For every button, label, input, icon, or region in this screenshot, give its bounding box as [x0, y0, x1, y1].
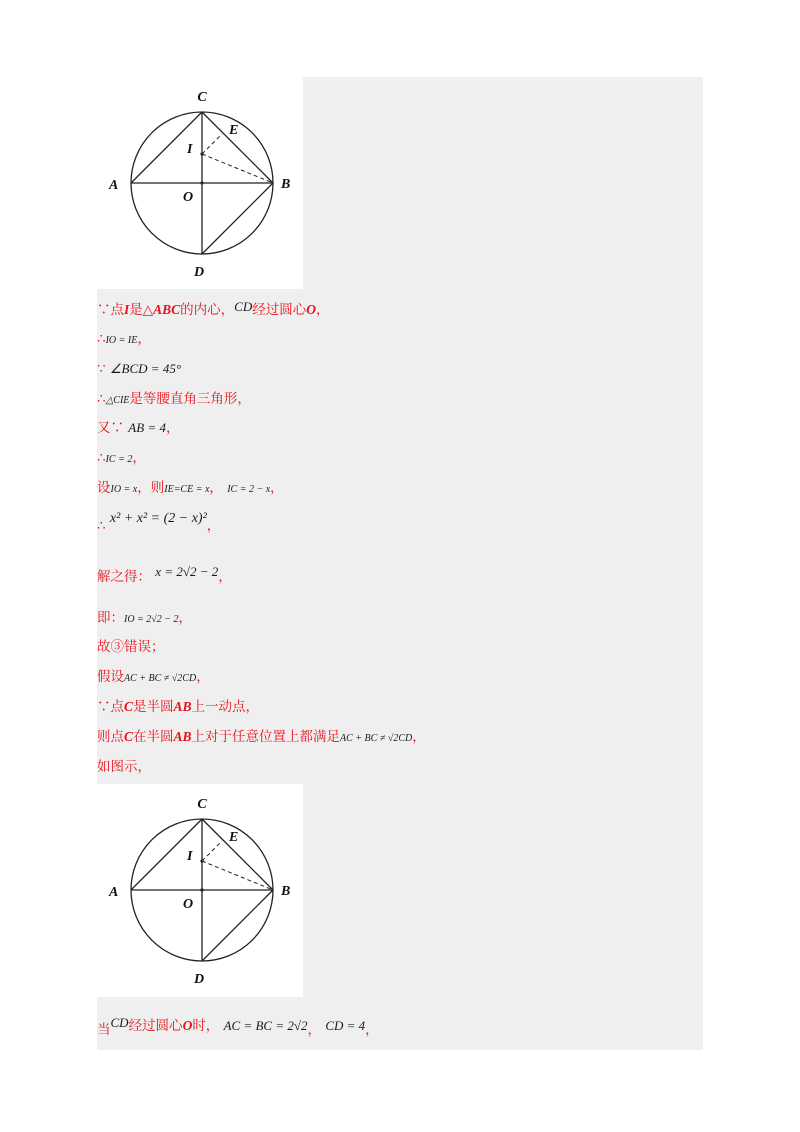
solution-line-16: 当CD经过圆心O时， AC = BC = 2√2， CD = 4，	[97, 1015, 379, 1038]
label-d: D	[193, 972, 205, 987]
solution-background-right	[303, 784, 703, 997]
solution-line-13: ∵点C是半圆AB上一动点，	[97, 699, 260, 715]
solution-line-10: 即：IO = 2√2 − 2，	[97, 610, 193, 626]
solution-line-1: ∵点I是△ABC的内心，CD经过圆心O，	[97, 299, 330, 318]
segment-ib-dashed	[202, 154, 273, 183]
solution-line-14: 则点C在半圆AB上对于任意位置上都满足AC + BC ≠ √2CD，	[97, 729, 426, 745]
segment-ie-dashed	[202, 841, 222, 861]
solution-line-9: 解之得： x = 2√2 − 2，	[97, 564, 232, 585]
geometry-figure-2	[97, 784, 303, 996]
solution-line-5: 又∵ AB = 4，	[97, 420, 180, 436]
point-o	[200, 888, 203, 891]
circle-diagram-1	[97, 77, 303, 289]
label-o: O	[183, 897, 194, 912]
point-i	[200, 859, 203, 862]
solution-line-3: ∵ ∠BCD = 45°	[97, 361, 182, 377]
label-c: C	[197, 797, 207, 812]
label-e: E	[229, 123, 239, 138]
label-b: B	[281, 177, 291, 192]
label-c: C	[197, 90, 207, 105]
solution-line-2: ∴IO = IE，	[97, 331, 151, 347]
solution-line-11: 故③错误；	[97, 639, 165, 655]
label-i: I	[187, 849, 193, 864]
segment-bd	[202, 183, 273, 254]
label-i: I	[187, 142, 193, 157]
solution-line-4: ∴△CIE是等腰直角三角形，	[97, 391, 251, 407]
segment-ie-dashed	[202, 134, 222, 154]
point-o	[200, 181, 203, 184]
solution-line-7: 设IO = x，则IE=CE = x， IC = 2 − x，	[97, 480, 284, 496]
label-a: A	[109, 178, 119, 193]
geometry-figure-1	[97, 77, 303, 289]
label-a: A	[109, 885, 119, 900]
solution-line-8: ∴ x² + x² = (2 − x)²，	[97, 511, 221, 534]
segment-ib-dashed	[202, 861, 273, 890]
segment-bd	[202, 890, 273, 961]
solution-line-12: 假设AC + BC ≠ √2CD，	[97, 669, 210, 685]
label-b: B	[281, 884, 291, 899]
solution-line-15: 如图示，	[97, 759, 151, 775]
solution-background-top	[302, 77, 703, 289]
point-i	[200, 152, 203, 155]
solution-line-6: ∴IC = 2，	[97, 450, 146, 466]
label-d: D	[193, 265, 205, 280]
circle-diagram-2	[97, 784, 303, 996]
label-o: O	[183, 190, 194, 205]
label-e: E	[229, 830, 239, 845]
